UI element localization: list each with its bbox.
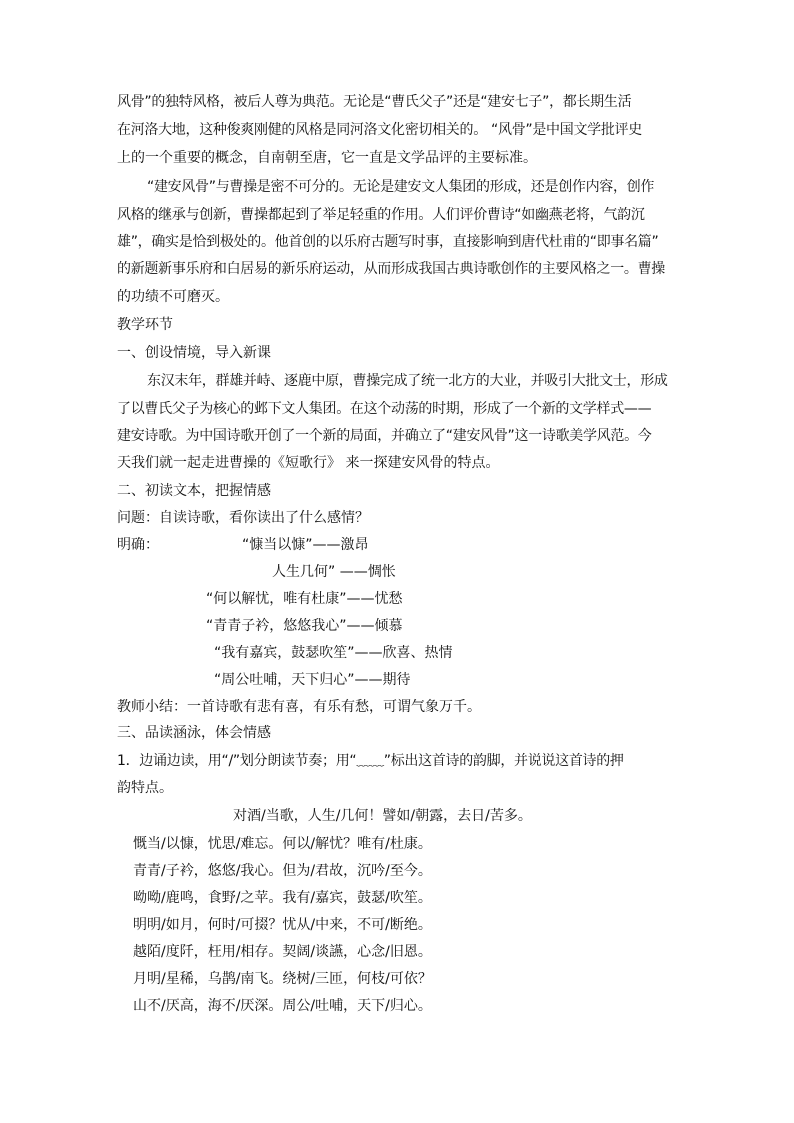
paragraph-line: 风骨”的独特风格，被后人尊为典范。无论是“曹氏父子”还是“建安七子”，都长期生活 <box>117 94 632 110</box>
paragraph-line: 东汉末年，群雄并峙、逐鹿中原，曹操完成了统一北方的大业，并吸引大批文士，形成 <box>147 373 668 389</box>
paragraph-line: 上的一个重要的概念，自南朝至唐，它一直是文学品评的主要标准。 <box>117 150 537 166</box>
task-line: 韵特点。 <box>117 780 173 796</box>
poem-line: 对酒/当歌，人生/几何！譬如/朝露，去日/苦多。 <box>233 808 532 824</box>
poem-line: 青青/子衿，悠悠/我心。但为/君故，沉吟/至今。 <box>133 863 432 879</box>
paragraph-line: 建安诗歌。为中国诗歌开创了一个新的局面，并确立了“建安风骨”这一诗歌美学风范。今 <box>117 428 652 444</box>
paragraph-line: 雄”，确实是恰到极处的。他首创的以乐府古题写时事，直接影响到唐代杜甫的“即事名篇” <box>117 234 659 250</box>
answer-line: “周公吐哺，天下归心”——期待 <box>214 672 411 688</box>
poem-line: 明明/如月，何时/可掇？忧从/中来，不可/断绝。 <box>133 917 432 933</box>
paragraph-line: 天我们就一起走进曹操的《短歌行》 来一探建安风骨的特点。 <box>117 455 500 471</box>
answer-line: “青青子衿，悠悠我心”——倾慕 <box>206 618 403 634</box>
section-heading: 三、品读涵泳，体会情感 <box>117 725 271 741</box>
paragraph-line: 风格的继承与创新，曹操都起到了举足轻重的作用。人们评价曹诗“如幽燕老将，气韵沉 <box>117 207 645 223</box>
section-heading: 二、初读文本，把握情感 <box>117 483 271 499</box>
paragraph-line: 的功绩不可磨灭。 <box>117 289 229 305</box>
task-line: 1．边诵边读，用“/”划分朗读节奏；用“﹏﹏”标出这首诗的韵脚，并说说这首诗的押 <box>117 753 624 769</box>
answer-line: “慷当以慷”——激昂 <box>242 537 369 553</box>
paragraph-line: “建安风骨”与曹操是密不可分的。无论是建安文人集团的形成，还是创作内容，创作 <box>147 179 655 195</box>
paragraph-line: 在河洛大地，这种俊爽刚健的风格是同河洛文化密切相关的。 “风骨”是中国文学批评史 <box>117 122 642 138</box>
section-heading: 一、创设情境，导入新课 <box>117 345 271 361</box>
clarify-label: 明确： <box>117 537 159 553</box>
paragraph-line: 了以曹氏父子为核心的邺下文人集团。在这个动荡的时期，形成了一个新的文学样式—— <box>117 401 652 417</box>
poem-line: 山不/厌高，海不/厌深。周公/吐哺，天下/归心。 <box>133 998 432 1014</box>
question-text: 问题：自读诗歌，看你读出了什么感情？ <box>117 510 369 526</box>
poem-line: 慨当/以慷，忧思/难忘。何以/解忧？唯有/杜康。 <box>133 836 432 852</box>
poem-line: 呦呦/鹿鸣，食野/之苹。我有/嘉宾，鼓瑟/吹笙。 <box>133 890 432 906</box>
poem-line: 月明/星稀，乌鹊/南飞。绕树/三匝，何枝/可依？ <box>133 971 432 987</box>
poem-line: 越陌/度阡，枉用/相存。契阔/谈讌，心念/旧恩。 <box>133 944 432 960</box>
answer-line: “我有嘉宾，鼓瑟吹笙”——欣喜、热情 <box>214 645 453 661</box>
answer-line: 人生几何” ——惆怅 <box>272 564 396 580</box>
teacher-summary: 教师小结：一首诗歌有悲有喜，有乐有愁，可谓气象万千。 <box>117 699 481 715</box>
answer-line: “何以解忧，唯有杜康”——忧愁 <box>206 591 403 607</box>
paragraph-line: 的新题新事乐府和白居易的新乐府运动，从而形成我国古典诗歌创作的主要风格之一。曹操 <box>117 261 665 277</box>
section-heading: 教学环节 <box>117 317 173 333</box>
